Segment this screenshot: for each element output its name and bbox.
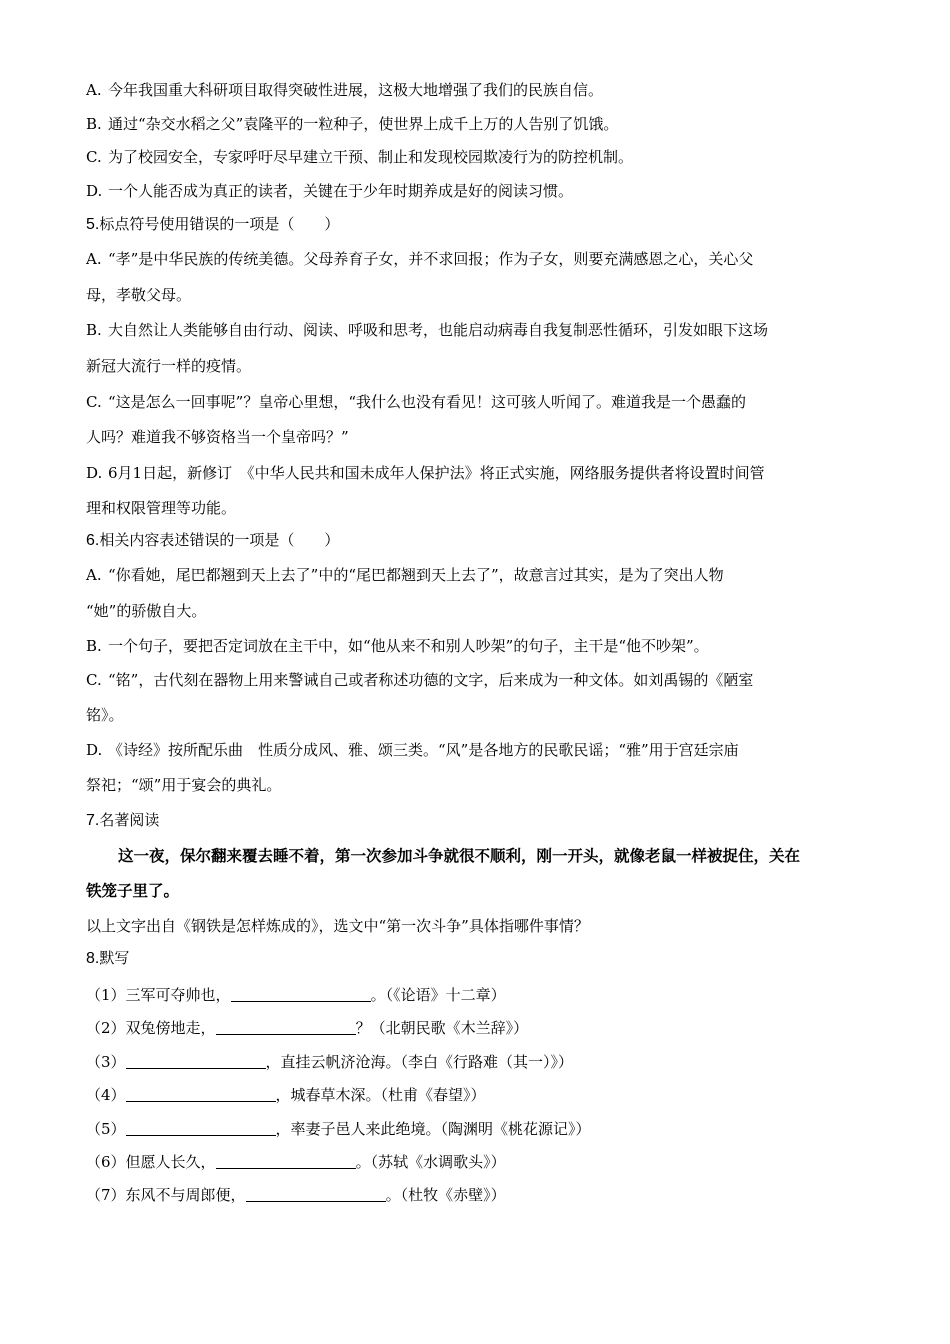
q8-title: 8.默写 <box>86 949 130 967</box>
q5-option-d: D. 6月1日起，新修订 《中华人民共和国未成年人保护法》将正式实施，网络服务提供者将设置时间管 <box>86 464 765 482</box>
q5-stem: 5.标点符号使用错误的一项是（ ） <box>86 215 340 233</box>
q7-question: 以上文字出自《钢铁是怎样炼成的》，选文中“第一次斗争”具体指哪件事情？ <box>86 917 589 935</box>
q8-item-5: （5） ，率妻子邑人来此绝境。（陶渊明《桃花源记》） <box>86 1120 591 1138</box>
q5-option-c: C. “这是怎么一回事呢”？皇帝心里想，“我什么也没有看见！这可骇人听闻了。难道我是一个愚蠢的 <box>86 393 747 411</box>
q7-title: 7.名著阅读 <box>86 811 160 829</box>
q5-option-a: A. “孝”是中华民族的传统美德。父母养育子女，并不求回报；作为子女，则要充满感恩之心，关心父 <box>86 250 754 268</box>
q4-option-c: C. 为了校园安全，专家呼吁尽早建立干预、制止和发现校园欺凌行为的防控机制。 <box>86 148 634 166</box>
answer-blank[interactable] <box>126 1087 276 1102</box>
q8-item-1: （1）三军可夺帅也， 。（《论语》十二章） <box>86 986 506 1004</box>
q6-stem: 6.相关内容表述错误的一项是（ ） <box>86 531 340 549</box>
q8-item-4: （4） ，城春草木深。（杜甫《春望》） <box>86 1086 486 1104</box>
q5-option-b-cont: 新冠大流行一样的疫情。 <box>86 357 252 375</box>
q8-item-6: （6）但愿人长久， 。（苏轼《水调歌头》） <box>86 1153 506 1171</box>
answer-blank[interactable] <box>216 1154 356 1169</box>
q8-item-7: （7）东风不与周郎便， 。（杜牧《赤壁》） <box>86 1186 506 1204</box>
q4-option-a: A. 今年我国重大科研项目取得突破性进展，这极大地增强了我们的民族自信。 <box>86 81 604 99</box>
q5-option-c-cont: 人吗？难道我不够资格当一个皇帝吗？” <box>86 428 349 446</box>
answer-blank[interactable] <box>231 987 371 1002</box>
q6-option-b: B. 一个句子，要把否定词放在主干中，如“他从来不和别人吵架”的句子，主干是“他不吵架”。 <box>86 637 709 655</box>
q6-option-c: C. “铭”，古代刻在器物上用来警诫自己或者称述功德的文字，后来成为一种文体。如刘禹锡的《陋室 <box>86 671 754 689</box>
answer-blank[interactable] <box>246 1187 386 1202</box>
q6-option-d: D. 《诗经》按所配乐曲 性质分成风、雅、颂三类。“风”是各地方的民歌民谣；“雅”用于宫廷宗庙 <box>86 741 739 759</box>
q6-option-a-cont: “她”的骄傲自大。 <box>86 602 207 620</box>
q8-item-2: （2）双兔傍地走， ？（北朝民歌《木兰辞》） <box>86 1019 529 1037</box>
q4-option-d: D. 一个人能否成为真正的读者，关键在于少年时期养成是好的阅读习惯。 <box>86 182 574 200</box>
q6-option-a: A. “你看她，尾巴都翘到天上去了”中的“尾巴都翘到天上去了”，故意言过其实，是为了突出人物 <box>86 566 724 584</box>
q7-excerpt-line-1: 这一夜，保尔翻来覆去睡不着，第一次参加斗争就很不顺利，刚一开头，就像老鼠一样被捉住，关在 <box>118 847 801 865</box>
q8-item-3: （3） ，直挂云帆济沧海。（李白《行路难（其一）》） <box>86 1053 574 1071</box>
q6-option-c-cont: 铭》。 <box>86 706 124 724</box>
q7-excerpt-line-2: 铁笼子里了。 <box>86 882 180 900</box>
answer-blank[interactable] <box>126 1121 276 1136</box>
answer-blank[interactable] <box>216 1020 356 1035</box>
q5-option-a-cont: 母，孝敬父母。 <box>86 286 192 304</box>
answer-blank[interactable] <box>126 1054 266 1069</box>
q5-option-b: B. 大自然让人类能够自由行动、阅读、呼吸和思考，也能启动病毒自我复制恶性循环，引发如眼下这场 <box>86 321 769 339</box>
q6-option-d-cont: 祭祀；“颂”用于宴会的典礼。 <box>86 776 282 794</box>
q4-option-b: B. 通过“杂交水稻之父”袁隆平的一粒种子，使世界上成千上万的人告别了饥饿。 <box>86 115 619 133</box>
q5-option-d-cont: 理和权限管理等功能。 <box>86 499 237 517</box>
